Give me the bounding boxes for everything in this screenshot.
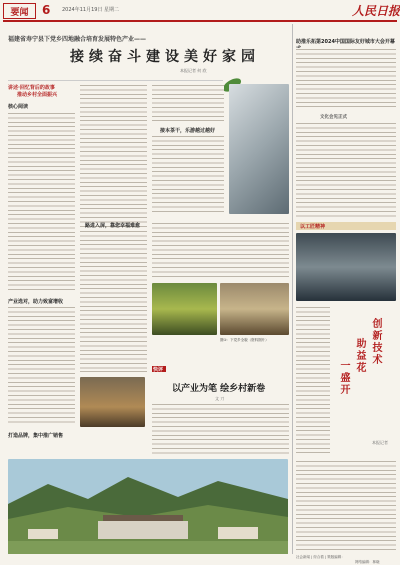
commentary-title: 以产业为笔 绘乡村新卷 — [172, 384, 266, 394]
kiwi-photo — [152, 283, 217, 335]
lead-byline: 本报记者 何 欣 — [180, 68, 207, 73]
lead-body-col4 — [152, 222, 289, 280]
right-credit: 本报记者 — [372, 440, 388, 445]
divider — [8, 80, 223, 81]
header-rule — [3, 20, 397, 22]
page-header — [0, 0, 400, 20]
red-title-3: 一盛开 — [338, 360, 349, 396]
lead-kicker: 福建省寿宁县下党乡四地融合培育发展特色产业—— — [8, 36, 147, 43]
commentary-body — [152, 403, 289, 455]
lead-body-col2b — [80, 230, 147, 370]
lead-body-col3b — [152, 135, 224, 215]
lead-body-col3 — [152, 84, 224, 122]
commentary-byline: 文 刀 — [215, 396, 225, 401]
sub4: 打造品牌，集中推广销售 — [8, 433, 64, 439]
right-top-body2 — [296, 122, 396, 220]
footer-right: 网络编辑：林晓 — [355, 560, 380, 564]
lead-title: 接续奋斗建设美好家园 — [70, 49, 260, 65]
section-label: 要闻 — [3, 3, 36, 19]
lead-body-col1b — [8, 306, 75, 426]
right-top-body — [296, 48, 396, 108]
cooking-photo — [220, 283, 289, 335]
photo-caption: 图①：下党乡全貌（资料图片） — [220, 338, 269, 342]
sub3: 路进入屏，靠您幸福难愈 — [85, 223, 141, 229]
red-title-1: 创新技术 — [370, 318, 381, 366]
issue-date: 2024年11月19日 星期二 — [62, 7, 120, 13]
lead-tag-2: 推动乡村全面振兴 — [17, 92, 58, 98]
lead-tag: 讲述·回忆背后的故事 — [8, 85, 55, 91]
right-top-title: 助推乐拓第2024中国国际友好城市大会开幕 — [296, 39, 395, 45]
zone-label: 以工匠精神 — [300, 224, 326, 230]
footer-left: 社会新闻 | 综合看 | 策版编辑： — [296, 555, 345, 559]
lead-body-col1 — [8, 112, 75, 292]
red-title-2: 助益花 — [354, 338, 365, 374]
column-divider — [292, 24, 293, 554]
right-body-b — [296, 460, 396, 550]
sub1: 产业选对，助力致富增收 — [8, 299, 64, 305]
right-body-a — [296, 306, 330, 456]
factory-photo — [229, 84, 289, 214]
market-photo — [80, 377, 145, 427]
village-landscape-photo — [8, 459, 288, 554]
commentary-label: 快评 — [153, 367, 164, 373]
page-number: 6 — [42, 3, 51, 17]
masthead: 人民日报 — [352, 4, 400, 18]
technician-photo — [296, 233, 396, 301]
sub2: 接本茶干，乐游越过越好 — [160, 128, 216, 134]
intro-heading: 核心阅读 — [8, 104, 29, 110]
right-sub: 文化会见正式 — [320, 115, 347, 120]
